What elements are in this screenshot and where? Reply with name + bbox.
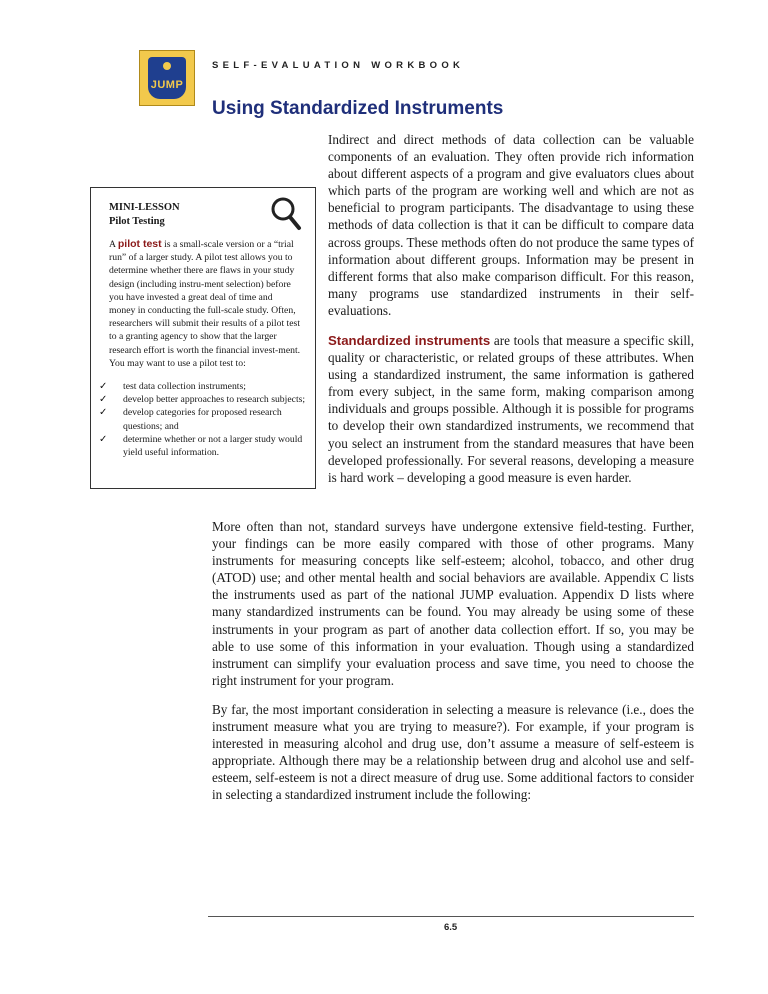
paragraph-relevance: By far, the most important consideration in selecting a measure is relevance (i.e., does the instrument measure what you are trying to measure?). For example, if your program is interested in measuring alcohol and drug use, don’t assume a measure of self-esteem is appropriate. Although there may be a relationship between drug and alcohol use and self-esteem, self-esteem is not a direct measure of drug use. Some additional factors to consider in selecting a standardized instrument include the following: [212,702,694,803]
magnifying-glass-icon [269,196,303,232]
checkmark-icon: ✓ [99,394,108,406]
intro-paragraph: Indirect and direct methods of data collection can be valuable components of an evaluation. They often provide rich information about different aspects of a program and give evaluators clues about which parts of the program are working well and which are not as beneficial to program participants. The disadvantage to using these methods of data collection is that it can be difficult to compare data across groups. These methods often do not produce the same types of information about different groups. Information may be present in different forms that also make comparison difficult. For this reason, many programs use standardized instruments in their self-evaluations. [328,132,694,318]
list-item: ✓ develop better approaches to research subjects; [99,394,306,406]
mini-lesson-heading [109,201,180,229]
list-item: ✓ test data collection instruments; [99,381,246,392]
checkmark-icon: ✓ [99,381,108,392]
pilot-test-list [99,380,311,459]
paragraph-field-testing: More often than not, standard surveys have undergone extensive field-testing. Further, your findings can be more easily compared with those of other programs. Many instruments for measuring concepts like self-esteem; alcohol, tobacco, and other drug (ATOD) use; and other mental health and social behaviors are available. Appendix C lists the instruments used as part of the national JUMP evaluation. Appendix D lists where many standardized instruments can be found. You may already be using some of these instruments in your program as part of another data collection effort. If so, you may be able to use some of this information in your evaluation. Though using a standardized instrument can simplify your evaluation process and save time, you need to choose the right instrument for your program. [212,519,694,688]
checkmark-icon: ✓ [99,433,108,445]
mini-lesson-label: MINI-LESSON [109,202,180,213]
list-item: ✓ determine whether or not a larger study would yield useful information. [99,433,303,459]
mini-lesson-text-before: A [109,239,118,250]
checkmark-icon: ✓ [99,407,108,419]
logo-shield [148,57,186,99]
logo-text: JUMP [150,79,184,91]
jump-logo-icon [139,50,195,106]
page-number: 6.5 [444,922,458,933]
footer-divider [208,916,694,917]
pilot-test-term: pilot test [117,238,162,250]
standardized-paragraph-text: are tools that measure a specific skill, quality or characteristic, or related groups of these attributes. When using a standardized instrument, the same information is gathered from every subject, in the same form, making comparison among individuals and groups possible. Although it is possible for programs to develop their own standardized instruments, we recommend that you select an instrument from the standard measures that have been developed professionally. For several reasons, developing a measure is hard work – developing a good measure is even harder. [328,333,694,485]
mini-lesson-box [90,187,316,489]
list-item: ✓ develop categories for proposed research questions; and [99,407,282,432]
page-title: Using Standardized Instruments [212,98,504,119]
mini-lesson-subtitle: Pilot Testing [109,216,165,227]
logo-figure [163,62,171,70]
standardized-instruments-term: Standardized instruments [328,333,491,348]
standardized-paragraph [328,332,694,486]
mini-lesson-text [109,238,301,370]
mini-lesson-text-after: is a small-scale version or a “trial run” of a larger study. A pilot test allows you to determine whether there are flaws in your study design (including instru-ment selection) before you have invested a great deal of time and money in conducting the full-scale study. Often, researchers will submit their results of a pilot test to a granting agency to show that the larger research effort is worth the financial invest-ment. You may want to use a pilot test to: [109,239,301,369]
workbook-header: SELF-EVALUATION WORKBOOK [212,60,465,71]
